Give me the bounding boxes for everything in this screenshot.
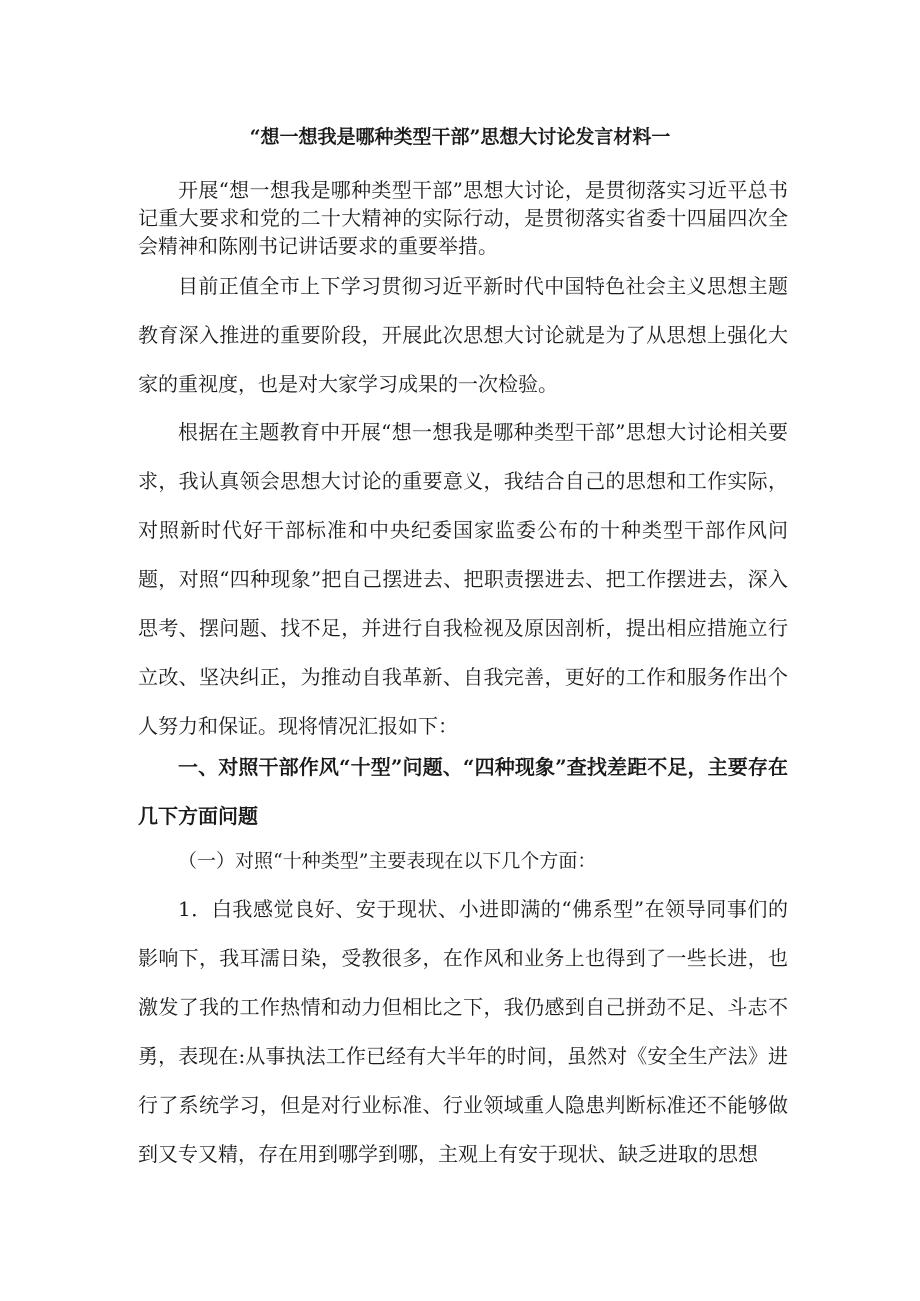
paragraph-context: 目前正值全市上下学习贯彻习近平新时代中国特色社会主义思想主题教育深入推进的重要阶段，开展此次思想大讨论就是为了从思想上强化大家的重视度，也是对大家学习成果的一次检验。: [138, 274, 788, 396]
document-title: “想一想我是哪种类型干部”思想大讨论发言材料一: [249, 126, 671, 148]
section-heading: 一、对照干部作风“十型”问题、“四种现象”查找差距不足，主要存在几下方面问题: [138, 755, 788, 828]
subsection-heading: （一）对照“十种类型”主要表现在以下几个方面：: [178, 850, 597, 872]
list-item-1: 1．白我感觉良好、安于现状、小进即满的“佛系型”在领导同事们的影响下，我耳濡日染，受教很多，在作风和业务上也得到了一些长进，也激发了我的工作热情和动力但相比之下，我仍感到自己拼劲不足、斗志不勇，表现在:从事执法工作已经有大半年的时间，虽然对《安全生产法》进行了系统学习，但是对行业标准、行业领域重人隐患判断标准还不能够做到又专又精，存在用到哪学到哪，主观上有安于现状、缺乏进取的思想: [138, 897, 788, 1166]
paragraph-intro: 开展“想一想我是哪种类型干部”思想大讨论，是贯彻落实习近平总书记重大要求和党的二十大精神的实际行动，是贯彻落实省委十四届四次全会精神和陈刚书记讲话要求的重要举措。: [138, 178, 788, 258]
paragraph-requirements: 根据在主题教育中开展“想一想我是哪种类型干部”思想大讨论相关要求，我认真领会思想大讨论的重要意义，我结合自己的思想和工作实际，对照新时代好干部标准和中央纪委国家监委公布的十种类型干部作风问题，对照“四种现象”把自己摆进去、把职责摆进去、把工作摆进去，深入思考、摆问题、找不足，并进行自我检视及原因剖析，提出相应措施立行立改、坚决纠正，为推动自我革新、自我完善，更好的工作和服务作出个人努力和保证。现将情况汇报如下：: [138, 420, 788, 738]
